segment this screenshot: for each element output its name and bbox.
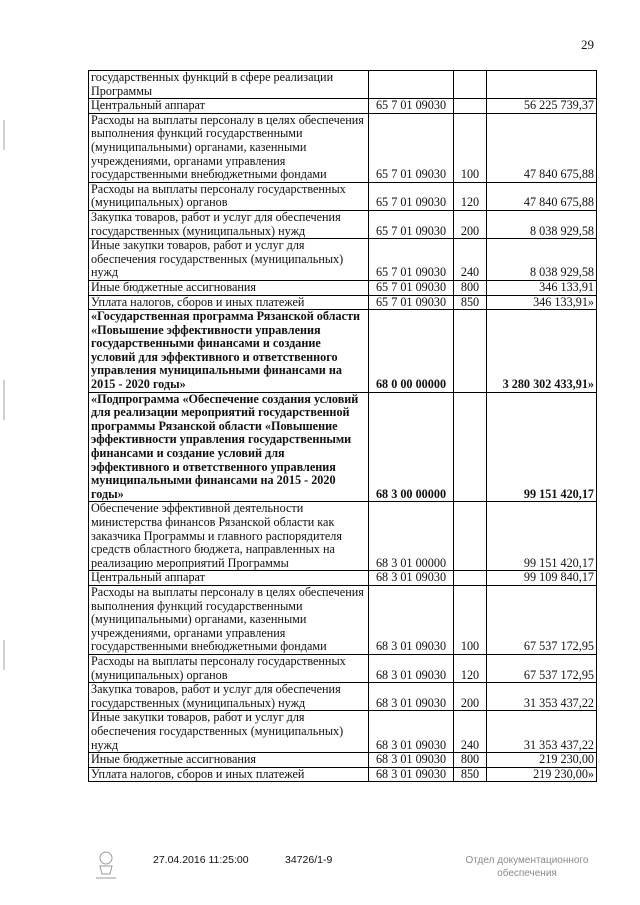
row-code: 68 3 01 09030 [369,683,454,711]
row-amount: 8 038 929,58 [487,210,597,238]
row-expense-type [454,571,487,586]
row-name: Обеспечение эффективной деятельности министерства финансов Рязанской области как заказчика Программы и главного распорядителя средств областного бюджета, направленных на реализацию мероприятий Программы [89,502,369,571]
row-amount: 47 840 675,88 [487,113,597,182]
row-expense-type: 240 [454,711,487,753]
row-code: 65 7 01 09030 [369,239,454,281]
row-amount: 3 280 302 433,91» [487,310,597,393]
table-row [89,585,597,654]
table-row [89,113,597,182]
row-code: 65 7 01 09030 [369,99,454,114]
row-expense-type: 800 [454,280,487,295]
table-row [89,71,597,99]
row-expense-type: 850 [454,767,487,782]
margin-mark [3,640,5,670]
row-code: 68 3 01 00000 [369,502,454,571]
row-amount [487,71,597,99]
margin-mark [3,120,5,150]
table-row [89,99,597,114]
row-expense-type: 120 [454,654,487,682]
row-name: «Государственная программа Рязанской области «Повышение эффективности управления государственными финансами и создание условий для эффективного и ответственного управления муниципальными финансами на 2015 - 2020 годы» [89,310,369,393]
row-name: Центральный аппарат [89,99,369,114]
table-row [89,210,597,238]
row-name: Центральный аппарат [89,571,369,586]
row-expense-type: 100 [454,113,487,182]
row-amount: 346 133,91 [487,280,597,295]
table-row [89,711,597,753]
row-expense-type [454,392,487,502]
table-row [89,182,597,210]
row-amount: 67 537 172,95 [487,654,597,682]
row-name: Иные закупки товаров, работ и услуг для обеспечения государственных (муниципальных) нужд [89,711,369,753]
page-number: 29 [581,37,594,52]
row-code: 65 7 01 09030 [369,182,454,210]
table-row [89,239,597,281]
row-name: Уплата налогов, сборов и иных платежей [89,767,369,782]
row-expense-type: 100 [454,585,487,654]
row-code: 65 7 01 09030 [369,295,454,310]
row-name: государственных функций в сфере реализации Программы [89,71,369,99]
table-row [89,753,597,768]
row-code: 65 7 01 09030 [369,280,454,295]
row-name: Иные бюджетные ассигнования [89,753,369,768]
row-code: 68 3 01 09030 [369,711,454,753]
row-expense-type [454,71,487,99]
row-code: 68 3 01 09030 [369,753,454,768]
row-name: Расходы на выплаты персоналу государственных (муниципальных) органов [89,182,369,210]
row-name: Уплата налогов, сборов и иных платежей [89,295,369,310]
row-code: 68 3 01 09030 [369,571,454,586]
row-expense-type: 200 [454,683,487,711]
row-expense-type [454,310,487,393]
row-amount: 99 151 420,17 [487,502,597,571]
row-code: 68 0 00 00000 [369,310,454,393]
table-row [89,571,597,586]
row-amount: 67 537 172,95 [487,585,597,654]
table-row [89,502,597,571]
row-code: 68 3 01 09030 [369,585,454,654]
footer-stamp-text: Отдел документационного обеспечения [465,855,589,879]
row-name: Расходы на выплаты персоналу государственных (муниципальных) органов [89,654,369,682]
stamp-logo-icon [92,848,120,882]
row-amount: 99 151 420,17 [487,392,597,502]
row-expense-type [454,502,487,571]
row-code: 65 7 01 09030 [369,113,454,182]
budget-table-body [89,71,597,782]
table-row [89,392,597,502]
footer-doc-number: 34726/1-9 [285,854,333,866]
row-name: Расходы на выплаты персоналу в целях обеспечения выполнения функций государственными (муниципальными) органами, казенными учреждениями, органами управления государственными внебюджетными фондами [89,113,369,182]
row-amount: 8 038 929,58 [487,239,597,281]
budget-table [88,70,597,782]
margin-mark [3,380,5,420]
row-code: 65 7 01 09030 [369,210,454,238]
table-row [89,310,597,393]
row-amount: 56 225 739,37 [487,99,597,114]
row-expense-type: 200 [454,210,487,238]
row-amount: 346 133,91» [487,295,597,310]
row-amount: 31 353 437,22 [487,683,597,711]
row-name: «Подпрограмма «Обеспечение создания условий для реализации мероприятий государственной программы Рязанской области «Повышение эффективности управления государственными финансами и создание условий для эффективного и ответственного управления муниципальными финансами на 2015 - 2020 годы» [89,392,369,502]
table-row [89,683,597,711]
row-expense-type: 850 [454,295,487,310]
row-code: 68 3 01 09030 [369,654,454,682]
row-name: Иные закупки товаров, работ и услуг для обеспечения государственных (муниципальных) нужд [89,239,369,281]
table-row [89,767,597,782]
table-row [89,280,597,295]
table-row [89,295,597,310]
table-row [89,654,597,682]
row-expense-type: 800 [454,753,487,768]
row-expense-type: 240 [454,239,487,281]
row-amount: 31 353 437,22 [487,711,597,753]
row-amount: 99 109 840,17 [487,571,597,586]
row-amount: 47 840 675,88 [487,182,597,210]
row-name: Расходы на выплаты персоналу в целях обеспечения выполнения функций государственными (муниципальными) органами, казенными учреждениями, органами управления государственными внебюджетными фондами [89,585,369,654]
row-code [369,71,454,99]
row-name: Закупка товаров, работ и услуг для обеспечения государственных (муниципальных) нужд [89,683,369,711]
row-name: Иные бюджетные ассигнования [89,280,369,295]
row-expense-type [454,99,487,114]
row-expense-type: 120 [454,182,487,210]
row-name: Закупка товаров, работ и услуг для обеспечения государственных (муниципальных) нужд [89,210,369,238]
footer-date: 27.04.2016 11:25:00 [153,854,249,866]
row-amount: 219 230,00» [487,767,597,782]
row-code: 68 3 01 09030 [369,767,454,782]
row-code: 68 3 00 00000 [369,392,454,502]
row-amount: 219 230,00 [487,753,597,768]
